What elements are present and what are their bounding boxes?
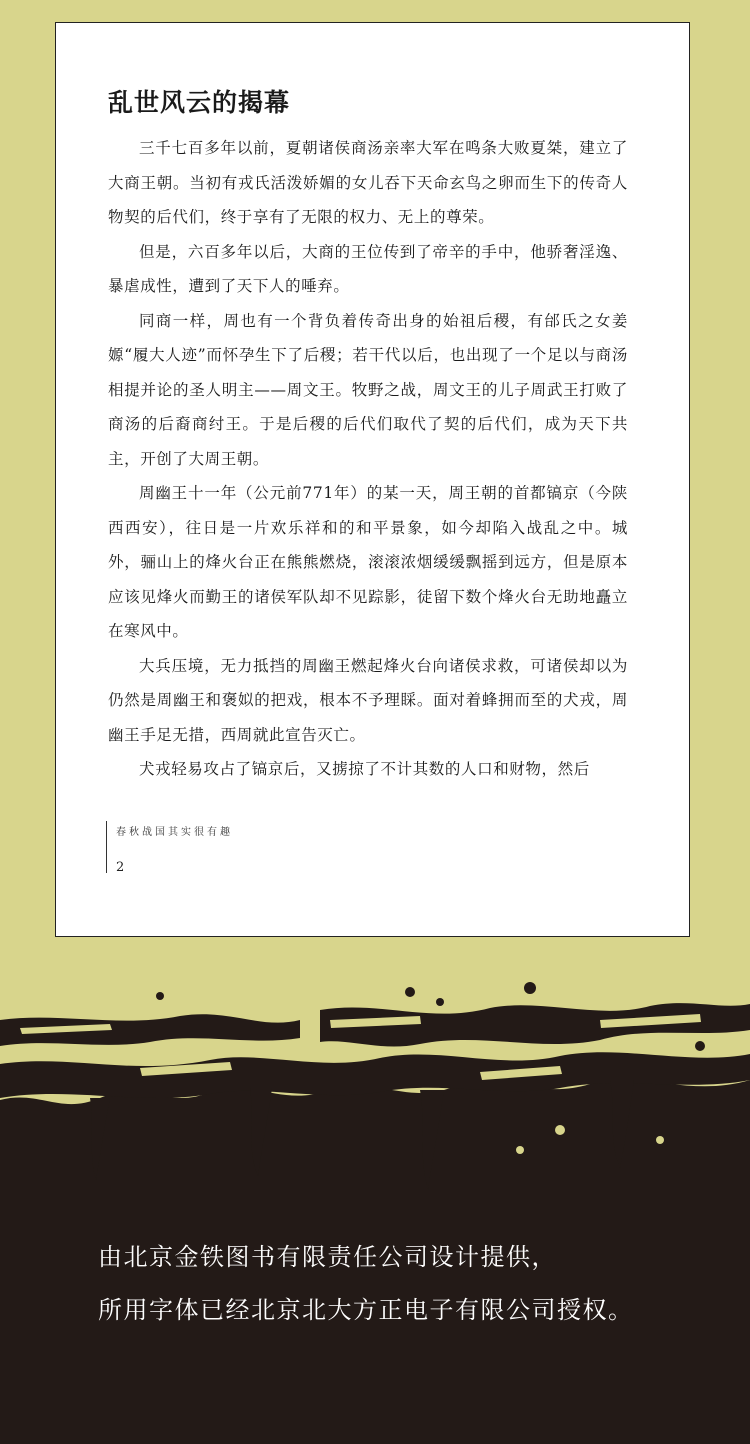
paragraph: 三千七百多年以前，夏朝诸侯商汤亲率大军在鸣条大败夏桀，建立了大商王朝。当初有戎氏活泼娇媚的女儿吞下天命玄鸟之卵而生下的传奇人物契的后代们，终于享有了无限的权力、无上的尊荣。 <box>108 139 628 226</box>
book-page <box>55 22 690 937</box>
footer-rule <box>106 821 107 873</box>
running-footer-book-title: 春秋战国其实很有趣 <box>116 827 233 838</box>
paragraph: 周幽王十一年（公元前771年）的某一天，周王朝的首都镐京（今陕西西安），往日是一片欢乐祥和的和平景象，如今却陷入战乱之中。城外，骊山上的烽火台正在熊熊燃烧，滚滚浓烟缓缓飘摇到远方，但是原本应该见烽火而勤王的诸侯军队却不见踪影，徒留下数个烽火台无助地矗立在寒风中。 <box>108 484 628 640</box>
paragraph: 但是，六百多年以后，大商的王位传到了帝辛的手中，他骄奢淫逸、暴虐成性，遭到了天下人的唾弃。 <box>108 242 628 295</box>
chapter-body <box>108 131 628 787</box>
paragraph: 大兵压境，无力抵挡的周幽王燃起烽火台向诸侯求救，可诸侯却以为仍然是周幽王和褒姒的把戏，根本不予理睬。面对着蜂拥而至的犬戎，周幽王手足无措，西周就此宣告灭亡。 <box>108 656 628 744</box>
credit-line-design: 由北京金铁图书有限责任公司设计提供， <box>98 1243 557 1271</box>
chapter-title: 乱世风云的揭幕 <box>108 88 291 117</box>
paragraph: 同商一样，周也有一个背负着传奇出身的始祖后稷，有邰氏之女姜嫄“履大人迹”而怀孕生下了后稷；若干代以后，也出现了一个足以与商汤相提并论的圣人明主——周文王。牧野之战，周文王的儿子周武王打败了商汤的后裔商纣王。于是后稷的后代们取代了契的后代们，成为天下共主，开创了大周王朝。 <box>108 311 628 468</box>
page-number: 2 <box>116 860 125 875</box>
ink-brush-decoration <box>0 980 750 1444</box>
credit-line-font-license: 所用字体已经北京北大方正电子有限公司授权。 <box>98 1296 634 1324</box>
paragraph: 犬戎轻易攻占了镐京后，又掳掠了不计其数的人口和财物，然后 <box>139 760 590 778</box>
